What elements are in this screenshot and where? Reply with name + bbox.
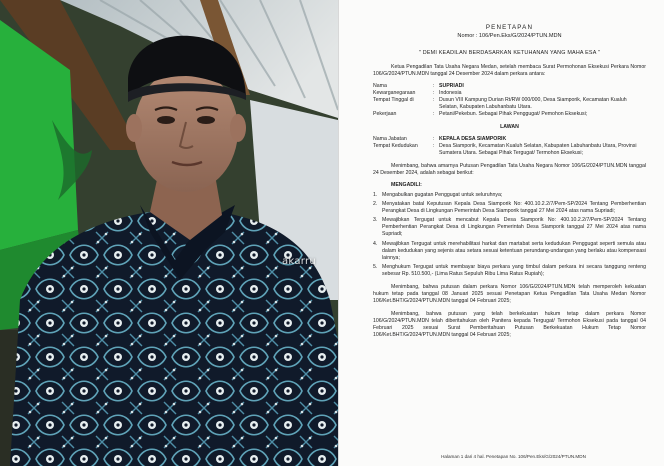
menimbang-paragraph-3: Menimbang, bahwa putusan yang telah berkekuatan hukum tetap dalam perkara Nomor 106/G/2024/PTUN.MDN telah diberitahukan oleh Panitera kepada Tergugat/ Termohon Eksekusi pada tanggal 04 Februari 2025 sesuai Surat Pemberitahuan Putusan Berkekuatan Hukum Tetap Nomor 106/Ket.BHT/G/2024/PTUN.MDN tanggal 04 Februari 2025; [373,311,646,339]
menimbang-paragraph-1: Menimbang, bahwa amarnya Putusan Pengadilan Tata Usaha Negara Nomor 106/G/2024/PTUN.MDN tanggal 24 Desember 2024, adalah sebagai berikut: [373,162,646,176]
lawan-heading: LAWAN [500,123,519,130]
field-key: Pekerjaan [373,110,397,117]
field-key: Nama [373,82,387,89]
field-value: Indonesia [439,89,462,96]
party2-row: Nama Jabatan : KEPALA DESA SIAMPORIK [373,136,646,143]
verdict-item: 2. Menyatakan batal Keputusan Kepala Desa Siamporik No: 400.10.2.2/7/Pem-SP/2024 Tentang Pemberhentian Perangkat Desa di Lingkungan Pemerintah Desa Siamporik tanggal 27 Mei 2024 atas nama Supriadi; [373,201,646,215]
party1-row: Nama : SUPRIADI [373,83,646,90]
field-value: KEPALA DESA SIAMPORIK [439,135,507,142]
verdict-item: 1. Mengabulkan gugatan Penggugat untuk seluruhnya; [373,191,503,198]
field-key: Tempat Kedudukan [373,142,418,149]
intro-paragraph: Ketua Pengadilan Tata Usaha Negara Medan, setelah membaca Surat Permohonan Eksekusi Perkara Nomor 106/G/2024/PTUN.MDN tanggal 24 Desember 2024 dalam perkara antara: [373,64,646,77]
party1-row: Pekerjaan : Petani/Pekebun. Sebagai Pihak Penggugat/ Pemohon Eksekusi; [373,111,646,118]
document-number: Nomor : 106/Pen.Eks/G/2024/PTUN.MDN [457,33,562,40]
verdict-item: 4. Mewajibkan Tergugat untuk merehabilitasi harkat dan martabat serta kedudukan Penggugat seperti semula atau dalam kedudukan yang sejenis atau setara sesuai ketentuan perundang-undangan yang berlaku atau kompensasi lainnya; [373,240,646,261]
verdict-item: 5. Menghukum Tergugat untuk membayar biaya perkara yang timbul dalam perkara ini secara tanggung renteng sebesar Rp. 510.500,- (Lima Ratus Sepuluh Ribu Lima Ratus Rupiah); [373,264,646,278]
field-key: Nama Jabatan [373,135,407,142]
field-value: Petani/Pekebun. Sebagai Pihak Penggugat/ Pemohon Eksekusi; [439,110,588,117]
menimbang-paragraph-2: Menimbang, bahwa putusan dalam perkara Nomor 106/G/2024/PTUN.MDN telah memperoleh kekuatan hukum tetap pada tanggal 08 Januari 2025 sesuai Penetapan Ketua Pengadilan Tata Usaha Medan Nomor 106/Ket.BHT/G/2024/PTUN.MDN tanggal 04 Februari 2025; [373,284,646,305]
document-title: PENETAPAN [485,24,534,31]
page-footer: Halaman 1 dari 4 hal. Penetapan No. 106/Pen.Eks/G/2024/PTUN.MDN [441,453,586,459]
photo-watermark: akarru [282,256,317,267]
verdict-list [373,192,646,279]
court-document [338,0,664,466]
field-value: Desa Siamporik, Kecamatan Kualuh Selatan, Kabupaten Labuhanbatu Utara, Provinsi Sumatera Utara. Sebagai Pihak Tergugat/ Termohon Eksekusi; [439,142,637,156]
mengadili-heading: MENGADILI: [391,181,422,188]
party1-fields [373,83,646,118]
verdict-item: 3. Mewajibkan Tergugat untuk mencabut Kepala Desa Siamporik No: 400.10.2.2/7/Pem-SP/2024 Tentang Pemberhentian Perangkat Desa di Lingkungan Pemerintah Desa Siamporik tanggal 27 Mei 2024 atas nama Supriadi; [373,217,646,238]
party2-row: Tempat Kedudukan : Desa Siamporik, Kecamatan Kualuh Selatan, Kabupaten Labuhanbatu Utara, Provinsi Sumatera Utara. Sebagai Pihak Tergugat/ Termohon Eksekusi; [373,143,646,157]
field-value: SUPRIADI [439,82,464,89]
party1-row: Kewarganegaraan : Indonesia [373,90,646,97]
party2-fields [373,136,646,157]
field-value: Dusun VIII Kampung Durian Rt/RW 000/000, Desa Siamporik, Kecamatan Kualuh Selatan, Kabupaten Labuhanbatu Utara. [439,96,627,110]
document-motto: " DEMI KEADILAN BERDASARKAN KETUHANAN YANG MAHA ESA " [418,49,601,56]
party1-row: Tempat Tinggal di : Dusun VIII Kampung Durian Rt/RW 000/000, Desa Siamporik, Kecamatan Kualuh Selatan, Kabupaten Labuhanbatu Utara. [373,97,646,111]
field-key: Tempat Tinggal di [373,96,414,103]
field-key: Kewarganegaraan [373,89,416,96]
